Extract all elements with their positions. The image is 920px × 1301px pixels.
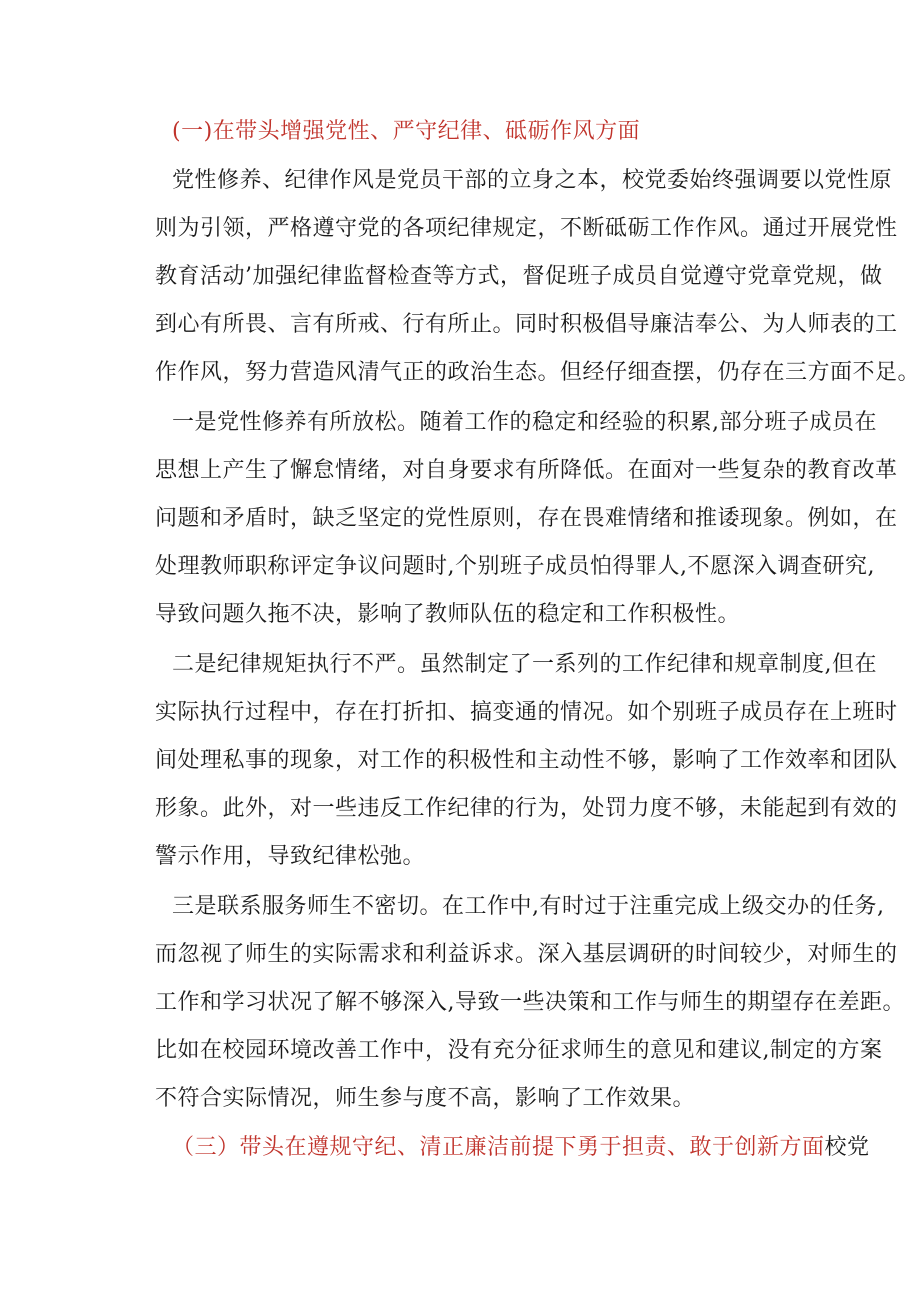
paragraph-1-line-2: 则为引领，严格遵守党的各项纪律规定，不断砥砺工作作风。通过开展党性 (155, 216, 898, 241)
section-heading-3-line (172, 1133, 870, 1163)
paragraph-3-line-4: 形象。此外，对一些违反工作纪律的行为，处罚力度不够，未能起到有效的 (155, 796, 898, 821)
paragraph-4-line-3: 工作和学习状况了解不够深入,导致一些决策和工作与师生的期望存在差距。 (155, 990, 905, 1015)
paragraph-1-line-4: 到心有所畏、言有所戒、行有所止。同时积极倡导廉洁奉公、为人师表的工 (155, 312, 898, 337)
paragraph-3-line-3: 间处理私事的现象，对工作的积极性和主动性不够，影响了工作效率和团队 (155, 748, 898, 773)
section-heading-3: （三）带头在遵规守纪、清正廉洁前提下勇于担责、敢于创新方面 (172, 1135, 825, 1160)
paragraph-3-line-1: 二是纪律规矩执行不严。虽然制定了一系列的工作纪律和规章制度,但在 (172, 652, 877, 677)
paragraph-4-line-5: 不符合实际情况，师生参与度不高，影响了工作效果。 (155, 1086, 696, 1111)
paragraph-4-line-1: 三是联系服务师生不密切。在工作中,有时过于注重完成上级交办的任务, (172, 894, 885, 919)
paragraph-2-line-5: 导致问题久拖不决，影响了教师队伍的稳定和工作积极性。 (155, 602, 741, 627)
paragraph-1-line-3: 教育活动’加强纪律监督检查等方式，督促班子成员自觉遵守党章党规，做 (155, 264, 883, 289)
paragraph-3-line-2: 实际执行过程中，存在打折扣、搞变通的情况。如个别班子成员存在上班时 (155, 700, 898, 725)
paragraph-2-line-4: 处理教师职称评定争议问题时,个别班子成员怕得罪人,不愿深入调查研究, (155, 554, 875, 579)
paragraph-1-line-1: 党性修养、纪律作风是党员干部的立身之本，校党委始终强调要以党性原 (172, 168, 893, 193)
paragraph-1-line-5: 作作风，努力营造风清气正的政治生态。但经仔细查摆，仍存在三方面不足。 (155, 360, 920, 385)
paragraph-4-line-4: 比如在校园环境改善工作中，没有充分征求师生的意见和建议,制定的方案 (155, 1038, 883, 1063)
paragraph-2-line-3: 问题和矛盾时，缺乏坚定的党性原则，存在畏难情绪和推诿现象。例如，在 (155, 506, 898, 531)
paragraph-2-line-1: 一是党性修养有所放松。随着工作的稳定和经验的积累,部分班子成员在 (172, 410, 877, 435)
paragraph-3-line-5: 警示作用，导致纪律松弛。 (155, 844, 426, 869)
paragraph-2-line-2: 思想上产生了懈怠情绪，对自身要求有所降低。在面对一些复杂的教育改革 (155, 458, 898, 483)
section-heading-3-tail: 校党 (824, 1135, 870, 1160)
paragraph-4-line-2: 而忽视了师生的实际需求和利益诉求。深入基层调研的时间较少，对师生的 (155, 942, 898, 967)
section-heading-1: (一)在带头增强党性、严守纪律、砥砺作风方面 (172, 119, 641, 144)
